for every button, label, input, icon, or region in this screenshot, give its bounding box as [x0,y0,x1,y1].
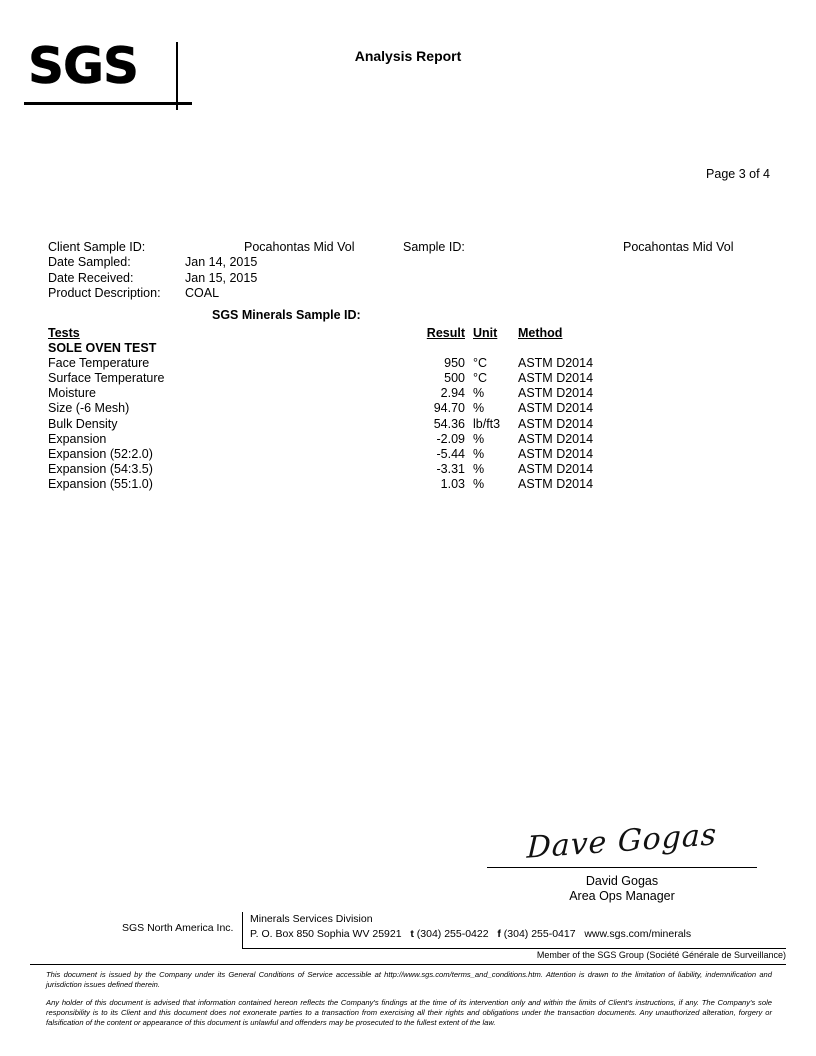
sample-id-value: Pocahontas Mid Vol [623,240,734,254]
test-method: ASTM D2014 [518,371,594,386]
logo-horizontal-rule [24,102,192,105]
test-method: ASTM D2014 [518,476,594,491]
column-header-unit: Unit [473,326,498,340]
footer-phone: (304) 255-0422 [416,928,489,940]
footer-address: P. O. Box 850 Sophia WV 25921 [250,928,402,940]
signer-name: David Gogas [585,874,659,888]
footer-website-link[interactable]: www.sgs.com/minerals [584,928,692,940]
test-unit: % [473,431,485,446]
product-description-value: COAL [185,286,220,301]
test-result: 94.70 [433,401,465,416]
legal-divider [30,964,786,965]
legal-paragraph-2: Any holder of this document is advised that information contained hereon reflects the Company's findings at the time of its intervention only and within the limits of Client's instructions, if any. The Company's sole responsibility is to its Client and this document does not exonerate parties to a transaction from exercising all their rights and obligations under the transaction documents. Any unauthorized alteration, forgery or falsification of the content or appearance of this document is unlawful and offenders may be prosecuted to the fullest extent of the law. [46,998,772,1027]
sample-info-block [48,240,778,302]
table-row [48,462,778,477]
test-name: Expansion [48,431,107,446]
test-name: Expansion (55:1.0) [48,476,153,491]
test-method: ASTM D2014 [518,356,594,371]
minerals-sample-id-label: SGS Minerals Sample ID: [212,308,361,322]
test-unit: % [473,446,485,461]
date-sampled-value: Jan 14, 2015 [185,255,258,270]
test-name: Moisture [48,386,96,401]
table-row [48,371,778,386]
test-method: ASTM D2014 [518,461,594,476]
product-description-row [48,286,778,301]
test-name: Surface Temperature [48,371,165,386]
column-header-tests: Tests [48,326,80,340]
handwritten-signature: Dave Gogas [526,817,718,866]
results-table [48,326,778,492]
date-sampled-label: Date Sampled: [48,255,131,270]
table-row [48,447,778,462]
footer-company-name: SGS North America Inc. [122,922,234,934]
product-description-label: Product Description: [48,286,161,301]
signature-block [487,817,757,903]
test-unit: % [473,386,485,401]
test-group-label: SOLE OVEN TEST [48,341,157,356]
page-footer [30,912,786,1027]
client-sample-id-row [48,240,778,255]
test-unit: °C [473,371,488,386]
test-result: 950 [444,356,465,371]
test-result: 1.03 [440,476,465,491]
test-name: Size (-6 Mesh) [48,401,130,416]
table-header-row [48,326,778,341]
table-row [48,477,778,492]
column-header-method: Method [518,326,563,340]
date-received-label: Date Received: [48,270,134,285]
legal-paragraph-1: This document is issued by the Company under its General Conditions of Service accessible at http://www.sgs.com/terms_and_conditions.htm. Attention is drawn to the limitation of liability, indemnification and jurisdiction issues defined therein. [46,970,772,989]
table-row [48,417,778,432]
test-name: Expansion (52:2.0) [48,446,153,461]
footer-address-line [250,928,691,940]
footer-phone-label: t [410,928,414,940]
test-result: -3.31 [436,461,465,476]
page-title: Analysis Report [354,48,462,64]
test-method: ASTM D2014 [518,431,594,446]
footer-contact-block [30,912,786,960]
date-sampled-row [48,255,778,270]
test-name: Face Temperature [48,356,150,371]
test-method: ASTM D2014 [518,386,594,401]
footer-member-line: Member of the SGS Group (Société Générale de Surveillance) [536,950,786,960]
table-row [48,356,778,371]
test-method: ASTM D2014 [518,401,594,416]
signer-role: Area Ops Manager [569,889,675,903]
table-row [48,401,778,416]
test-unit: % [473,401,485,416]
test-result: -5.44 [436,446,465,461]
test-method: ASTM D2014 [518,416,594,431]
footer-rule [242,948,786,949]
table-group-row [48,341,778,356]
date-received-value: Jan 15, 2015 [185,270,258,285]
test-result: 54.36 [433,416,465,431]
table-row [48,432,778,447]
sgs-logo-text: SGS [28,37,139,95]
client-sample-id-label: Client Sample ID: [48,240,146,254]
legal-text-block [46,970,772,1036]
test-unit: % [473,461,485,476]
test-method: ASTM D2014 [518,446,594,461]
test-result: 2.94 [440,386,465,401]
test-unit: lb/ft3 [473,416,501,431]
footer-vertical-rule [242,912,243,948]
test-result: 500 [444,371,465,386]
footer-division: Minerals Services Division [250,913,373,925]
test-unit: % [473,476,485,491]
client-sample-id-value: Pocahontas Mid Vol [244,240,355,254]
date-received-row [48,271,778,286]
page-number: Page 3 of 4 [706,167,770,181]
table-row [48,386,778,401]
test-unit: °C [473,356,488,371]
footer-fax: (304) 255-0417 [503,928,576,940]
test-result: -2.09 [436,431,465,446]
test-name: Bulk Density [48,416,118,431]
column-header-result: Result [426,326,465,340]
test-name: Expansion (54:3.5) [48,461,153,476]
sample-id-label: Sample ID: [403,240,465,254]
footer-fax-label: f [497,928,501,940]
